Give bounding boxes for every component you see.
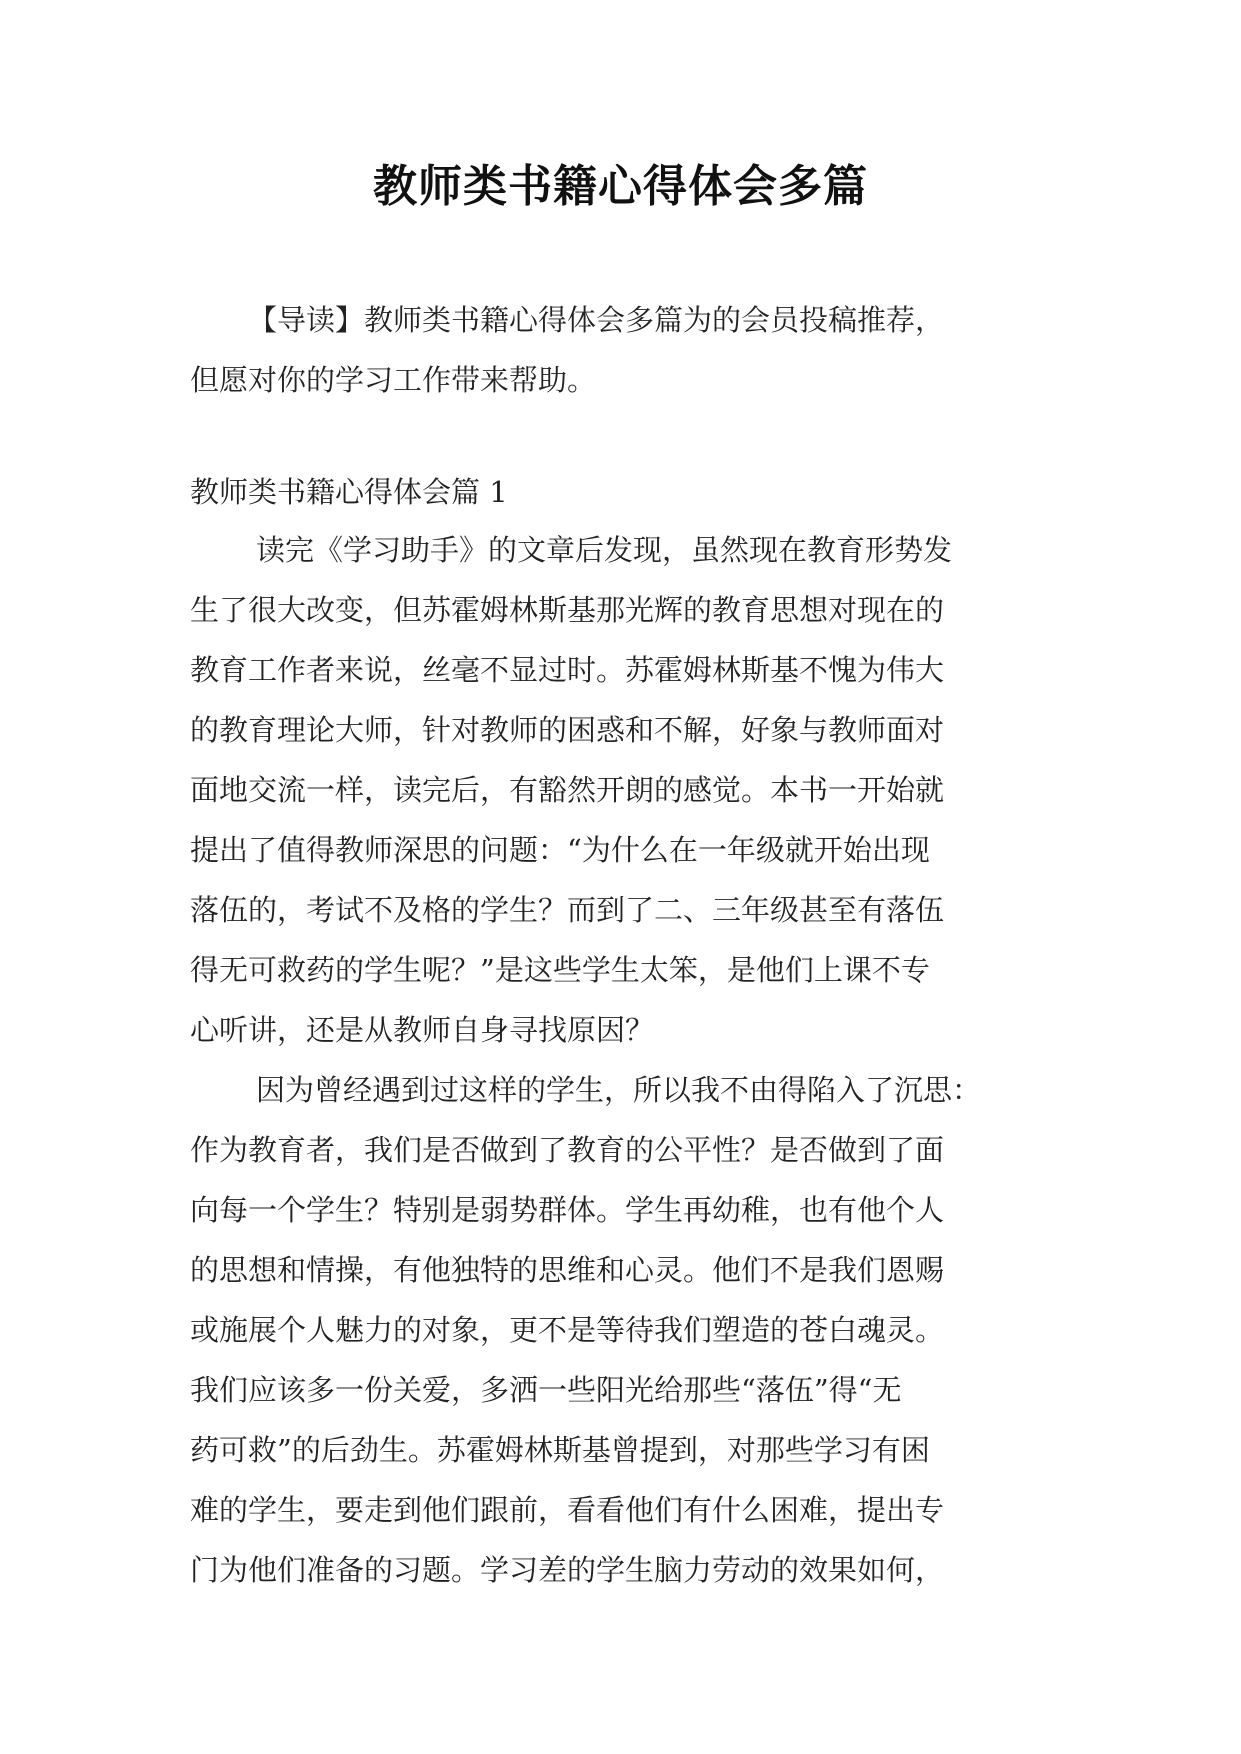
text-line: 面地交流一样，读完后，有豁然开朗的感觉。本书一开始就 xyxy=(190,773,945,807)
text-line: 我们应该多一份关爱，多洒一些阳光给那些“落伍”得“无 xyxy=(190,1373,902,1407)
text-line: 因为曾经遇到过这样的学生，所以我不由得陷入了沉思： xyxy=(256,1073,982,1107)
intro-line-1: 【导读】教师类书籍心得体会多篇为的会员投稿推荐， xyxy=(248,303,945,337)
text-line: 得无可救药的学生呢？”是这些学生太笨，是他们上课不专 xyxy=(190,953,930,987)
intro-line-2: 但愿对你的学习工作带来帮助。 xyxy=(190,363,597,397)
text-line: 难的学生，要走到他们跟前，看看他们有什么困难，提出专 xyxy=(190,1493,945,1527)
text-line: 作为教育者，我们是否做到了教育的公平性？是否做到了面 xyxy=(190,1133,945,1167)
text-line: 向每一个学生？特别是弱势群体。学生再幼稚，也有他个人 xyxy=(190,1193,945,1227)
text-line: 读完《学习助手》的文章后发现，虽然现在教育形势发 xyxy=(256,533,953,567)
document-title: 教师类书籍心得体会多篇 xyxy=(373,161,868,212)
text-line: 药可救”的后劲生。苏霍姆林斯基曾提到，对那些学习有困 xyxy=(190,1433,930,1467)
body-text xyxy=(190,520,1090,1600)
text-line: 的思想和情操，有他独特的思维和心灵。他们不是我们恩赐 xyxy=(190,1253,945,1287)
text-line: 或施展个人魅力的对象，更不是等待我们塑造的苍白魂灵。 xyxy=(190,1313,945,1347)
text-line: 心听讲，还是从教师自身寻找原因？ xyxy=(190,1013,655,1047)
text-line: 教育工作者来说，丝毫不显过时。苏霍姆林斯基不愧为伟大 xyxy=(190,653,945,687)
text-line: 生了很大改变，但苏霍姆林斯基那光辉的教育思想对现在的 xyxy=(190,593,945,627)
text-line: 门为他们准备的习题。学习差的学生脑力劳动的效果如何， xyxy=(190,1553,945,1587)
section-heading: 教师类书籍心得体会篇 1 xyxy=(190,475,508,509)
text-line: 提出了值得教师深思的问题：“为什么在一年级就开始出现 xyxy=(190,833,930,867)
intro-paragraph xyxy=(190,290,1060,410)
text-line: 的教育理论大师，针对教师的困惑和不解，好象与教师面对 xyxy=(190,713,945,747)
text-line: 落伍的，考试不及格的学生？而到了二、三年级甚至有落伍 xyxy=(190,893,945,927)
